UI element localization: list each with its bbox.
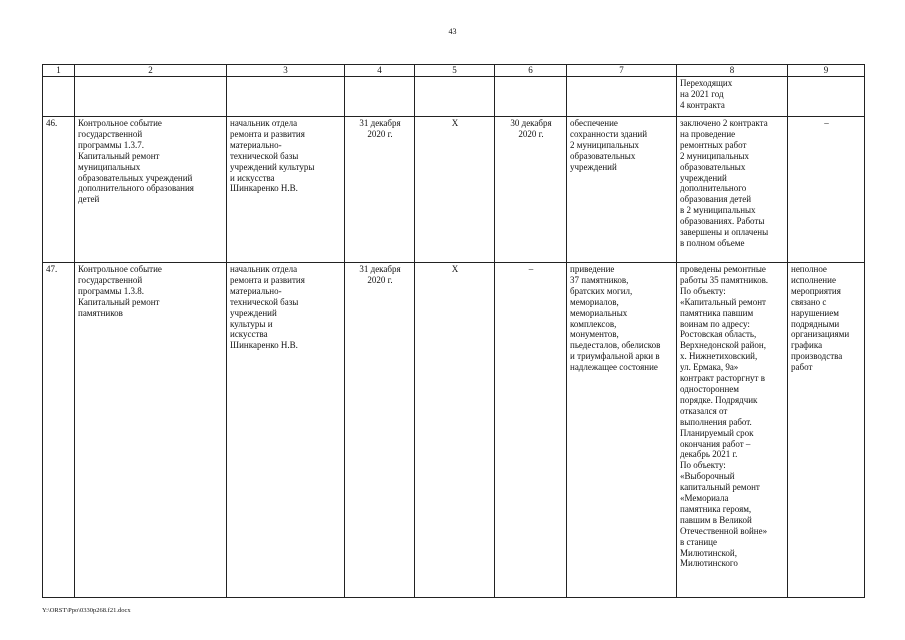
event-name: Контрольное событие государственной программы 1.3.8. Капитальный ремонт памятников <box>75 263 227 598</box>
deviation-reason: неполное исполнение мероприятия связано с нарушением подрядными организациями графика производства работ <box>788 263 865 598</box>
row-number: 46. <box>43 117 75 263</box>
table-cell <box>415 77 495 117</box>
planned-result: обеспечение сохранности зданий 2 муниципальных образовательных учреждений <box>567 117 677 263</box>
planned-date: 31 декабря 2020 г. <box>345 263 415 598</box>
column-number: 1 <box>43 65 75 77</box>
table-cell <box>227 77 345 117</box>
page-number: 43 <box>448 27 457 36</box>
table-cell <box>788 77 865 117</box>
actual-date: 30 декабря 2020 г. <box>495 117 567 263</box>
table-cell <box>345 77 415 117</box>
report-table <box>42 64 865 598</box>
table-cell <box>75 77 227 117</box>
column-number-row <box>43 65 865 77</box>
column-number: 7 <box>567 65 677 77</box>
column-number: 4 <box>345 65 415 77</box>
deviation-reason: – <box>788 117 865 263</box>
table-row <box>43 263 865 598</box>
table-row <box>43 117 865 263</box>
responsible-person: начальник отдела ремонта и развития материально- технической базы учреждений культуры и искусства Шинкаренко Н.В. <box>227 263 345 598</box>
actual-date: – <box>495 263 567 598</box>
column-number: 9 <box>788 65 865 77</box>
table-cell <box>43 77 75 117</box>
actual-result: заключено 2 контракта на проведение ремонтных работ 2 муниципальных образовательных учреждений дополнительного образования детей в 2 муниципальных образованиях. Работы завершены и оплачены в полном объеме <box>677 117 788 263</box>
column-number: 3 <box>227 65 345 77</box>
column-5-value: X <box>415 263 495 598</box>
table-cell <box>495 77 567 117</box>
planned-date: 31 декабря 2020 г. <box>345 117 415 263</box>
column-number: 6 <box>495 65 567 77</box>
responsible-person: начальник отдела ремонта и развития материально- технической базы учреждений культуры и искусства Шинкаренко Н.В. <box>227 117 345 263</box>
actual-result: проведены ремонтные работы 35 памятников. По объекту: «Капитальный ремонт памятника павшим воинам по адресу: Ростовская область, Верхнедонской район, х. Нижнетиховский, ул. Ермака, 9а» контракт расторгнут в одностороннем порядке. Подрядчик отказался от выполнения работ. Планируемый срок окончания работ – декабрь 2021 г. По объекту: «Выборочный капитальный ремонт «Мемориала памятника героям, павшим в Великой Отечественной войне» в станице Милютинской, Милютинского <box>677 263 788 598</box>
planned-result: приведение 37 памятников, братских могил, мемориалов, мемориальных комплексов, монументов, пьедесталов, обелисков и триумфальной арки в надлежащее состояние <box>567 263 677 598</box>
column-number: 8 <box>677 65 788 77</box>
continuation-row <box>43 77 865 117</box>
column-number: 5 <box>415 65 495 77</box>
event-name: Контрольное событие государственной программы 1.3.7. Капитальный ремонт муниципальных образовательных учреждений дополнительного образования детей <box>75 117 227 263</box>
continuation-result-cell: Переходящих на 2021 год 4 контракта <box>677 77 788 117</box>
column-number: 2 <box>75 65 227 77</box>
row-number: 47. <box>43 263 75 598</box>
file-path-footer: Y:\ORST\Ppo\0330p268.f21.docx <box>42 607 131 614</box>
table-cell <box>567 77 677 117</box>
column-5-value: X <box>415 117 495 263</box>
